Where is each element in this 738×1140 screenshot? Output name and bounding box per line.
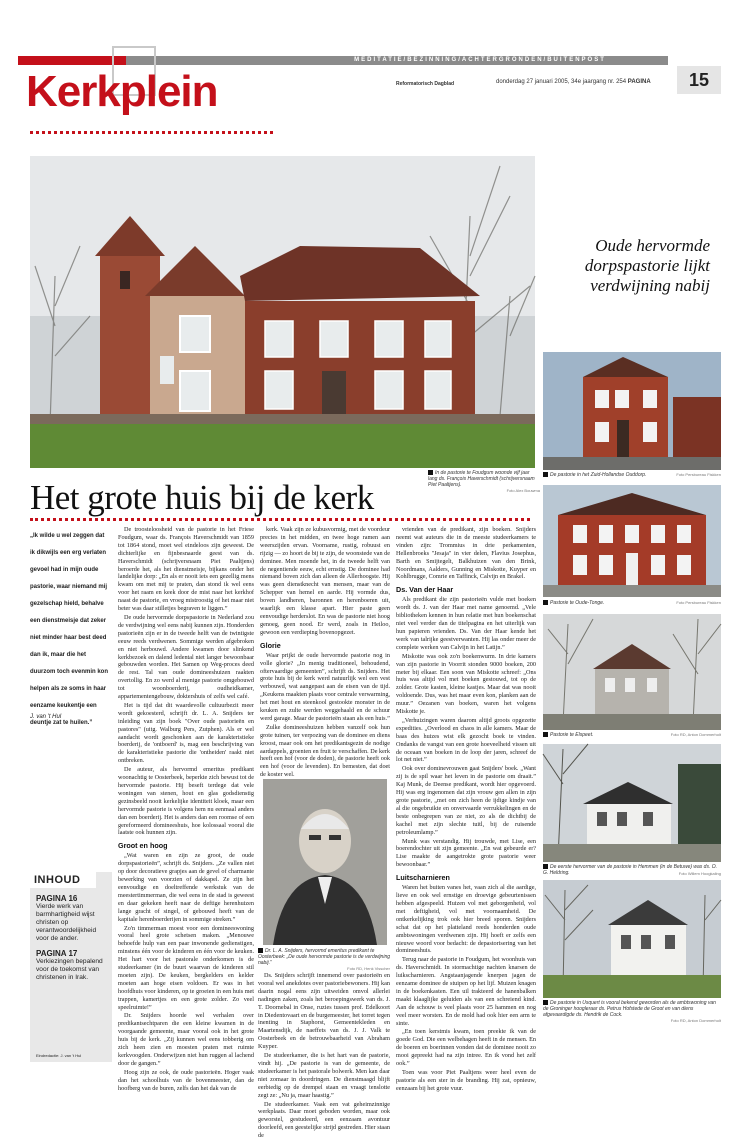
header-red-bar: [18, 56, 126, 65]
subheading: Groot en hoog: [118, 841, 254, 850]
bullet-icon: [543, 864, 548, 869]
side-caption-4: De eerste hervormer van de pastorie in Hemmen (in de Betuwe) was ds. O. G. Heldring. Foto Willem Hoogkaling: [543, 864, 721, 876]
main-photo-caption-block: [428, 470, 540, 493]
article-column-1: [118, 526, 254, 1066]
paragraph: De auteur, als hervormd emeritus predikant woonachtig te Oosterbeek, beperkte zich bewust tot de hervormde pastorie. Hij beseft terdege dat vele woningen van stenen, hout en glas godsdienstig gezinsbeeld nooit kerkelijke identiteit kloek, maar een hervormde pastorie is volgens hem nu eenmaal anders dan een boerderij. Het is anders dan een roomse of een gereformeerd domineeshuis, hoe kolossaal vooral die laatste ook hunnen zijn.: [118, 766, 254, 837]
portrait-snijders: [263, 779, 387, 945]
contents-box: [30, 872, 112, 1062]
subheading: Ds. Van der Haar: [396, 585, 536, 594]
side-photo-elspeet: [543, 614, 721, 730]
editor-credit: Eindredactie: J. van 't Hul: [36, 1053, 81, 1058]
page-number: 15: [677, 66, 721, 94]
article-kicker: Oude hervormde dorpspastorie lijkt verdwijning nabij: [560, 236, 710, 296]
paragraph: Het is tijd dat dit waardevolle cultuurbezit meer wordt gekoesterd, schrijft dr. L. A. Snijders ter inleiding van zijn boek "Over oude pastorieën en pastores" (uitg. Walburg Pers, Zutphen). Als er wel aandacht wordt geschonken aan de karakteristieke boerderij, de 'ontboerd' is, mag een beschrijving van de karakteristieke pastorie die 'ontheiden' raakt niet ontbreken.: [118, 702, 254, 765]
portrait-credit: Foto RD, Henk Visscher: [258, 966, 390, 971]
paragraph: Zulke domineeshuizen hebben vanzelf ook hun grote tuinen, ter verpozing van de dominee en diens kroost, maar ook om het predikantsgezin de nodige aardappels, groenten en fruit te verschaffen. De kerk heeft een hof (voor de doden), de pastorie heeft ook een hof (voor de levenden). En bemesten, dat doet de koster wel.: [260, 724, 390, 779]
paragraph: kerk. Vaak zijn ze kubusvormig, met de voordeur precies in het midden, en twee hoge ramen aan weerszijden ervan. Voorname, rustig, robuust en rijzig — zo hoort de bij te zijn, de woonstede van de dominee. Men moende het, in de tweede helft van de negentiende eeuw, echt ernstig. De dominee had niemand boven zich dan alleen de Allerhoogste. Hij was geen dienstknecht van mensen, maar van de Schepper van hemel en aarde. Hij vormde dus, boven landheren, baronnen en herenboeren uit, waarlijk een klasse apart. Hier paste geen eenvoudige herderslot. En was de pastorie niet hoog genoeg, geen nood. Er werd, zoals in Heiloo, gewoon een verdieping bovenopgezet.: [260, 526, 390, 637]
contents-text: Verkiezingen bepalend voor de toekomst van christenen in Irak.: [36, 958, 106, 982]
bullet-icon: [543, 1000, 548, 1005]
paragraph: Als predikant die zijn pastorieën vulde met boeken wordt ds. J. van der Haar met name genoemd. „Vele bibliotheken kennen in hun relatie met hun boekenschat niet veel verder dan de titelpagina en het uiterlijk van hun papieren vrienden. Ds. Van der Haar kende het werk van talrijke geestverwanten. Hij las onder meer de complete werken van Calvijn in het Latijn.”: [396, 596, 536, 651]
side-caption-5: De pastorie in Usquert is vooral bekend geworden als de ambtswoning van de Groninger hoogleraar ds. Petrus Hofstede de Groot en van diens afgevaardigde ds. Hendrik de Cock. Foto RD, Anton Dommerholt: [543, 1000, 721, 1018]
paragraph: Terug naar de pastorie in Foudgum, het woonhuis van ds. Haverschmidt. In stormachtige nachten knarsen de luikscharnieren. Angstaanjagende knerpen jagen de eenzame dominee de stuipen op het lijf. Muizen knagen in de boekenkasten. Een uil trakteerd de hanenbalken maakt klaaglijke geluiden als van een schreiend kind. Aan de schouw is veel plaats voor 25 hammen en nog veel meer worsten. En de mold had ook hier een arm te sinte.: [396, 956, 536, 1027]
paragraph: Ook over dominevrouwen gaat Snijders' boek. „Want zij is de spil waar het leven in de pastorie om draait.” Kaj Munk, de Deense predikant, wordt hier opgevoerd. Hij was erg ingenomen dat zijn vrouw gen allen in zijn grote pastorie, „met om zich heen de ijdige kindje van al die ongebruikte en onvervaarde verrukkelingen en de beste onbegrepen van ze niet, zo als de dichtbij de kachel met zijn slechte tuitl, bij de ruisende petroleumlamp.”: [396, 765, 536, 836]
subheading: Glorie: [260, 641, 390, 650]
pull-quote-author: J. van 't Hul: [30, 714, 61, 720]
bullet-icon: [543, 472, 548, 477]
contents-text: Vierde werk van barmhartigheid wijst christen op verantwoordelijkheid voor de ander.: [36, 903, 106, 943]
main-photo-caption: In de pastorie te Foudgum woonde vijf jaar lang ds. François Haverschmidt (schrijversnaam Piet Paaltjens).: [428, 470, 540, 488]
paragraph: De oude hervormde dorpspastorie in Nederland zou de verdwijning wel eens nabij kunnen zijn. Honderden pastorieën zijn er in de tweede helft van de twintigste eeuw reeds verdwenen. Sommige werden afgebroken en niet herbouwd. Andere kwamen door slinkend kerkbezoek en dalend ledental niet langer bewoonbaar gebouwden worden. Het Samen op Weg-proces deed de rest. Tal van oude domineeshuizen raakten overtollig. En zo werd al menige pastorie omgebouwd tot woonboerderij, oudheidkamer, appartementengebouw, doktershuis of zelfs wel café.: [118, 614, 254, 701]
side-photo-ouddorp: [543, 352, 721, 470]
portrait-caption: Dr. L. A. Snijders, hervormd emeritus predikant te Oosterbeek: „De oude hervormde pastorie is de verdwijning nabij.”: [258, 948, 390, 966]
main-photo-credit: Foto Alex Bouwma: [428, 488, 540, 493]
paragraph: Ds. Snijders schrijft innemend over pastorieën en vooral wel anekdotes over pastoriebewoners. Hij kan daarin nogal eens zijn uitweiden omvol allerlei nadingen zaken, zoals het beroepingswerk van ds. J. T. Doornebal in Onse, ruzies tussen prof. Edelkoort in Diedentovaart en de burgemeester, het torret tegen inenting in Staphorst, Gemeentekleden en Maartensdijk, de naeffets van ds. J. J. Valk te Oosterbeek en de betrouwbaarheid van Abraham Kuyper.: [258, 972, 390, 1051]
paragraph: Waren het buiten vanes het, vaan zich al die aardige, lieve en ook wel ernstige en droevige gebeurtenissen hebben afgespeeld. Huizen vol met geborgenheid, vol met deftigheid, vol met voornaamheid. De ontkerkelijking trok ook hier breed sporen. Snijders schat dat op het platteland reeds honderden oude ambtswoningen verdwenen zijn. Hij hoeft er zelfs een nieuwe woord voor bedacht: de depastorisering van het domineeshuis.: [396, 884, 536, 955]
portrait-caption-block: [258, 948, 390, 971]
paragraph: „En toen kerstmis kwam, toen preekte ik van de goede God. Die een welbehagen heeft in de mensen. En de boeren en boerinnen vonden dat de dominee nooit zo mooi gepreekt had na zijn intree. En ik vond het zelf ook.”: [396, 1028, 536, 1068]
side-photo-oude-tonge: [543, 485, 721, 597]
paragraph: De troosteloosheid van de pastorie in het Friese Foudgum, waar ds. François Haverschmidt van 1859 tot 1864 stond, moet wel eindeloos zijn geweest. De dichterlijke en fijnbesnaarde geest van ds. Haverschmidt (schrijversnaam Piet Paaltjens) beroerde het, als het dienstmeisje, bijkans onder het landelijke dorp: „En als er nooit iets een gezellig mens kwam om met mij te praten, dan stond ik wel eens voor het raam en keek door de mist naar het kerkhof naast de pastorie, en vroeg mistroostig of het maar niet beter was daar stilletjes begraven te liggen.”: [118, 526, 254, 613]
paper-name: Reformatorisch Dagblad: [396, 81, 454, 87]
contents-page: PAGINA 17: [36, 949, 106, 958]
article-column-2: [260, 526, 390, 776]
pull-quote: „Ik wilde u wel zeggen dat ik dikwijls een erg verlaten gevoel had in mijn oude pastorie, waar niemand mij gezelschap hield, behalve een dienstmeisje dat zeker niet minder haar best deed dan ik, maar die het duurzom toch evenmin kon helpen als ze soms in haar eenzame keukentje een deuntje zat te huilen.”: [30, 528, 110, 732]
paragraph: vrienden van de predikant, zijn boeken. Snijders neemt wat auteurs die in de meeste studeerkamers te vinden zijn: Trommius in drie perkamenten, Hellenbroeks "Jesaja" in vier delen, Flavius Josephus, Barth en Smijtegelt, Balkhuizen van den Brink, Noordmans, Aalders, Gunning en Miskotte, Kuyper en Kohlbrugge, Comrie en Taffinck, Calvijn en Brakel.: [396, 526, 536, 581]
side-caption-1: De pastorie in het Zuid-Hollandse Ouddorp. Foto Persbureau Fiskken: [543, 472, 721, 478]
paragraph: De studeerkamer. Vaak een vat geheimzinnige werkplaats. Daar moet geboden worden, maar ook geworstel, gestudeerd, een eenzaam avontuur doorleefd, een geestelijke strijd gestreden. Hier staan de: [258, 1101, 390, 1140]
main-photo-foudgum: [30, 156, 535, 468]
paragraph: De studeerkamer, die is het hart van de pastorie, vindt hij. „De pastorie is van de gemeente, de studeerkamer is het pastorale bolwerk. Men kan daar niet zomaar in doordringen. De dienstmaagd blijft eerbiedig op de drempel staan en vraagt tenslotte zegt ze: „Nu ja, maar haastig.”: [258, 1052, 390, 1099]
side-caption-3: Pastorie te Elspeet. Foto RD, Anton Dommerholt: [543, 732, 721, 738]
article-column-3: [258, 972, 390, 1066]
paragraph: Dr. Snijders hoorde wel verhalen over predikantsechtparen die een kleine kwamen in de voorgaande gemeente, maar vooral ook in het grote huis bij de kerk. „Zij kunnen wel eens tobberig om zich heen zien en moesten praten met ruimte kerkvoogden. Onderwijzen niet hun ruggen al lachend door de gangen.”: [118, 1012, 254, 1067]
paragraph: Zo'n timmerman moest voor een domineeswoning vooral heel grote schetsen maken. „Menouwe behoefde hulp van een paar inwonende gedienstigen, minstens één voor de kinderen en één voor de keuken. Het hart voor het pastorale onderkomen is de studeerkamer (in de buurt waarvan de kinderen stil moeten zijn). De keuken, bergkelders en kelder moeten aan hoge eisen voldoen. Er was in het hoofdhuis voor kinderen, op te groeien in een huis met trappen, kamertjes en een grote zolder. Zo veel speelruimte!”: [118, 925, 254, 1012]
bullet-icon: [543, 732, 548, 737]
logo-dotted-rule: [30, 131, 273, 134]
paragraph: Munk was verstandig. Hij trouwde, met Lise, een boerendochter uit zijn gemeente. „En wat gebeurde er? Lise maakte de aangetrokte grote pastorie weer bewoonbaar.”: [396, 838, 536, 870]
article-headline: Het grote huis bij de kerk: [30, 478, 374, 518]
paragraph: „Wat waren en zijn ze groot, de oude dorpspastorieën”, schrijft ds. Snijders. „Ze vallen niet op door decoratieve grapjes aan de gevel of charmante bewerking van voorzien of dakkapel. Ze zijn het eenvoudige en doeltreffende werkstuk van de meestertimmerman, die wel eens in de stad is geweest en daar gekeken heeft naar de deftige herenhuizen lange gracht of singel, of gebouwd heeft van de kapitale herenboerderijen in sommige streken.”: [118, 852, 254, 923]
side-caption-2: Pastorie te Oude-Tonge. Foto Persbureau Fiskken: [543, 600, 721, 606]
bullet-icon: [258, 948, 263, 953]
section-label: MEDITATIE/BEZINNING/ACHTERGRONDEN/BUITENPOST: [290, 56, 670, 65]
dateline: donderdag 27 januari 2005, 34e jaargang nr. 254 PAGINA: [496, 79, 651, 85]
side-photo-hemmen: [543, 744, 721, 862]
paragraph: Miskotte was ook zo'n boekenwurm. In drie kamers van zijn pastorie in Voorrit stonden 9000 boeken, 200 meter bij elkaar. Een soon van Miskotte schreef: „Ons huis was altijd vol met boeken gestouwd, tot op de zolder. Grote kasten, kleine kastjes. Maar dat was nooit voldoende. Dus, was het maar even kon, planken aan de muur.” Oezanen van boeken, waren het volgens Miskotte je.: [396, 653, 536, 716]
article-column-4: [396, 526, 536, 1066]
logo: Kerkplein: [26, 70, 218, 114]
bullet-icon: [428, 470, 433, 475]
subheading: Luitscharnieren: [396, 873, 536, 882]
contents-page: PAGINA 16: [36, 894, 106, 903]
headline-dotted-rule: [30, 518, 530, 521]
bullet-icon: [543, 600, 548, 605]
paragraph: Hoog zijn ze ook, de oude pastorieën. Hoger vaak dan het schoolhuis van de bovenmeester, dan de hoofberg van de buren, zelfs dan het dak van de: [118, 1069, 254, 1093]
paragraph: Waar prijkt de oude hervormde pastorie nog in volle glorie? „In menig traditioneel, behoudend, oftervaardige gemeenten”, schrijft ds. Snijders. Het grote huis bij de kerk werd natuurlijk wel een vest verbouwd, wat aangepast aan de eisen van de tijd. „Keukens maakten plaats voor centrale verwarming, het met hout en steenkool gestookte monster in de keuken en zulte werden weggehaald en de schuur werd garage. Maar de pastorieën staan als een huis.”: [260, 652, 390, 723]
contents-title: INHOUD: [30, 872, 96, 888]
paragraph: Toen was voor Piet Paaltjens weer heel even de pastorie als een ster in de branding. Hij zat, opnieuw, eenzaam bij het grote vuur.: [396, 1069, 536, 1093]
paragraph: „Verhuizingen waren daarom altijd groots opgezette expedities. „Overlood en chaos in alle kamers. Maar de baas des huizes wist elk gezocht boek te vinden. Ondanks de vangst van een grote hoeveelheid vissen uit de oceaan van boeken in de loop der jaren, schreef de lot net niet.”: [396, 717, 536, 764]
side-photo-usquert: [543, 880, 721, 998]
